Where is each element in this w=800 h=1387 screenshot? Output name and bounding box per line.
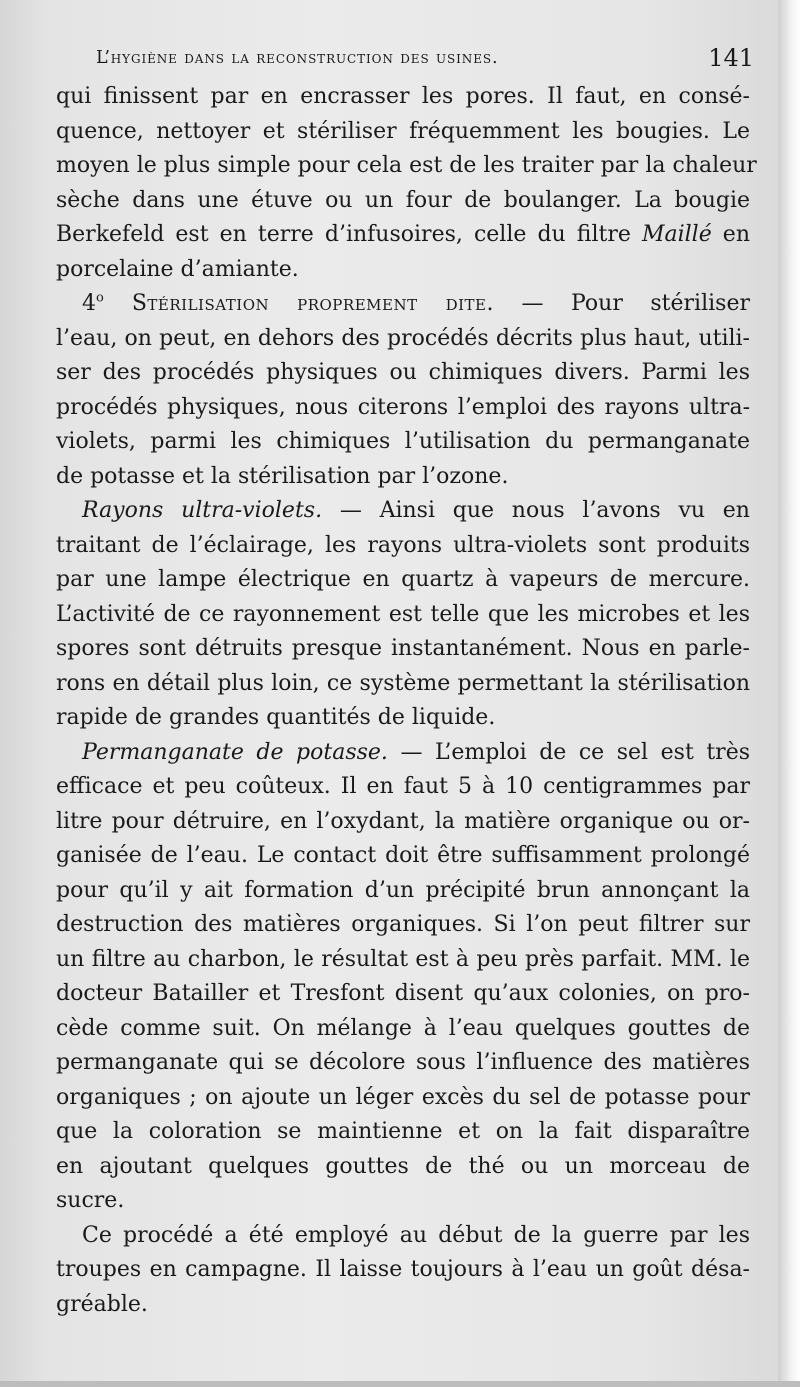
text-run: — Pour stériliser [494, 291, 750, 316]
text-line: violets, parmi les chimiques l’utilisation du permanganate [56, 429, 750, 454]
text-line: que la coloration se maintienne et on la fait disparaître [56, 1119, 750, 1144]
page-number: 141 [708, 44, 754, 72]
text-line: traitant de l’éclairage, les rayons ultra-violets sont produits [56, 532, 750, 558]
subsection-title: Permanganate de potasse. [82, 739, 388, 765]
text-line: Ce procédé a été employé au début de la guerre par les [82, 1222, 750, 1248]
text-run: en [711, 222, 750, 247]
text-line: par une lampe électrique en quartz à vapeurs de mercure. [56, 567, 750, 592]
text-line: procédés physiques, nous citerons l’emploi des rayons ultra- [56, 394, 750, 420]
running-header [96, 44, 754, 74]
text-line: ganisée de l’eau. Le contact doit être suffisamment prolongé [56, 843, 750, 868]
text-line [56, 218, 750, 253]
text-line: quence, nettoyer et stériliser fréquemment les bougies. Le [56, 118, 750, 144]
text-line: sèche dans une étuve ou un four de boulanger. La bougie [56, 187, 750, 213]
text-line: un filtre au charbon, le résultat est à peu près parfait. MM. le [56, 946, 750, 972]
text-line: L’activité de ce rayonnement est telle que les microbes et les [56, 601, 750, 627]
subsection-heading-line [56, 494, 750, 529]
text-line: rons en détail plus loin, ce système permettant la stérilisation [56, 670, 750, 696]
page-edge-shadow [778, 0, 800, 1387]
text-line: qui finissent par en encrasser les pores. Il faut, en consé- [56, 84, 750, 109]
text-line: pour qu’il y ait formation d’un précipité brun annonçant la [56, 877, 750, 903]
text-run: — L’emploi de ce sel est très [387, 739, 751, 765]
text-line: troupes en campagne. Il laisse toujours à l’eau un goût désa- [56, 1257, 750, 1282]
text-line: permanganate qui se décolore sous l’influence des matières [56, 1050, 750, 1075]
text-line: de potasse et la stérilisation par l’ozone. [56, 463, 509, 489]
filter-name-italic: Maillé [641, 222, 712, 247]
text-line: sucre. [56, 1188, 125, 1213]
section-number: 4 [82, 291, 96, 316]
section-title: Stérilisation proprement dite. [103, 291, 494, 316]
text-line: moyen le plus simple pour cela est de les traiter par la chaleur [56, 153, 757, 178]
section-number-degree: o [96, 290, 104, 306]
running-title: L’hygiène dans la reconstruction des usines. [96, 48, 499, 68]
text-line: gréable. [56, 1291, 148, 1317]
text-run: Berkefeld est en terre d’infusoires, celle du filtre [56, 222, 642, 247]
text-line: docteur Batailler et Tresfont disent qu’aux colonies, on pro- [56, 981, 750, 1006]
text-line: litre pour détruire, en l’oxydant, la matière organique ou or- [56, 808, 750, 834]
text-line: l’eau, on peut, en dehors des procédés décrits plus haut, utili- [56, 325, 750, 351]
text-line: cède comme suit. On mélange à l’eau quelques gouttes de [56, 1015, 750, 1041]
text-line: ser des procédés physiques ou chimiques divers. Parmi les [56, 360, 750, 385]
body-text [56, 80, 757, 1322]
text-line: rapide de grandes quantités de liquide. [56, 705, 496, 730]
text-line: destruction des matières organiques. Si l’on peut filtrer sur [56, 912, 750, 937]
text-line: en ajoutant quelques gouttes de thé ou un morceau de [56, 1153, 750, 1179]
subsection-heading-line [56, 736, 750, 771]
text-line: efficace et peu coûteux. Il en faut 5 à 10 centigrammes par [56, 774, 750, 799]
section-heading-line [56, 287, 750, 322]
text-run: — Ainsi que nous l’avons vu en [322, 498, 750, 523]
subsection-title: Rayons ultra-violets. [82, 498, 323, 523]
page-bottom-edge [0, 1381, 800, 1387]
text-line: organiques ; on ajoute un léger excès du sel de potasse pour [56, 1084, 750, 1110]
text-line: porcelaine d’amiante. [56, 256, 299, 282]
text-line: spores sont détruits presque instantanément. Nous en parle- [56, 636, 750, 661]
